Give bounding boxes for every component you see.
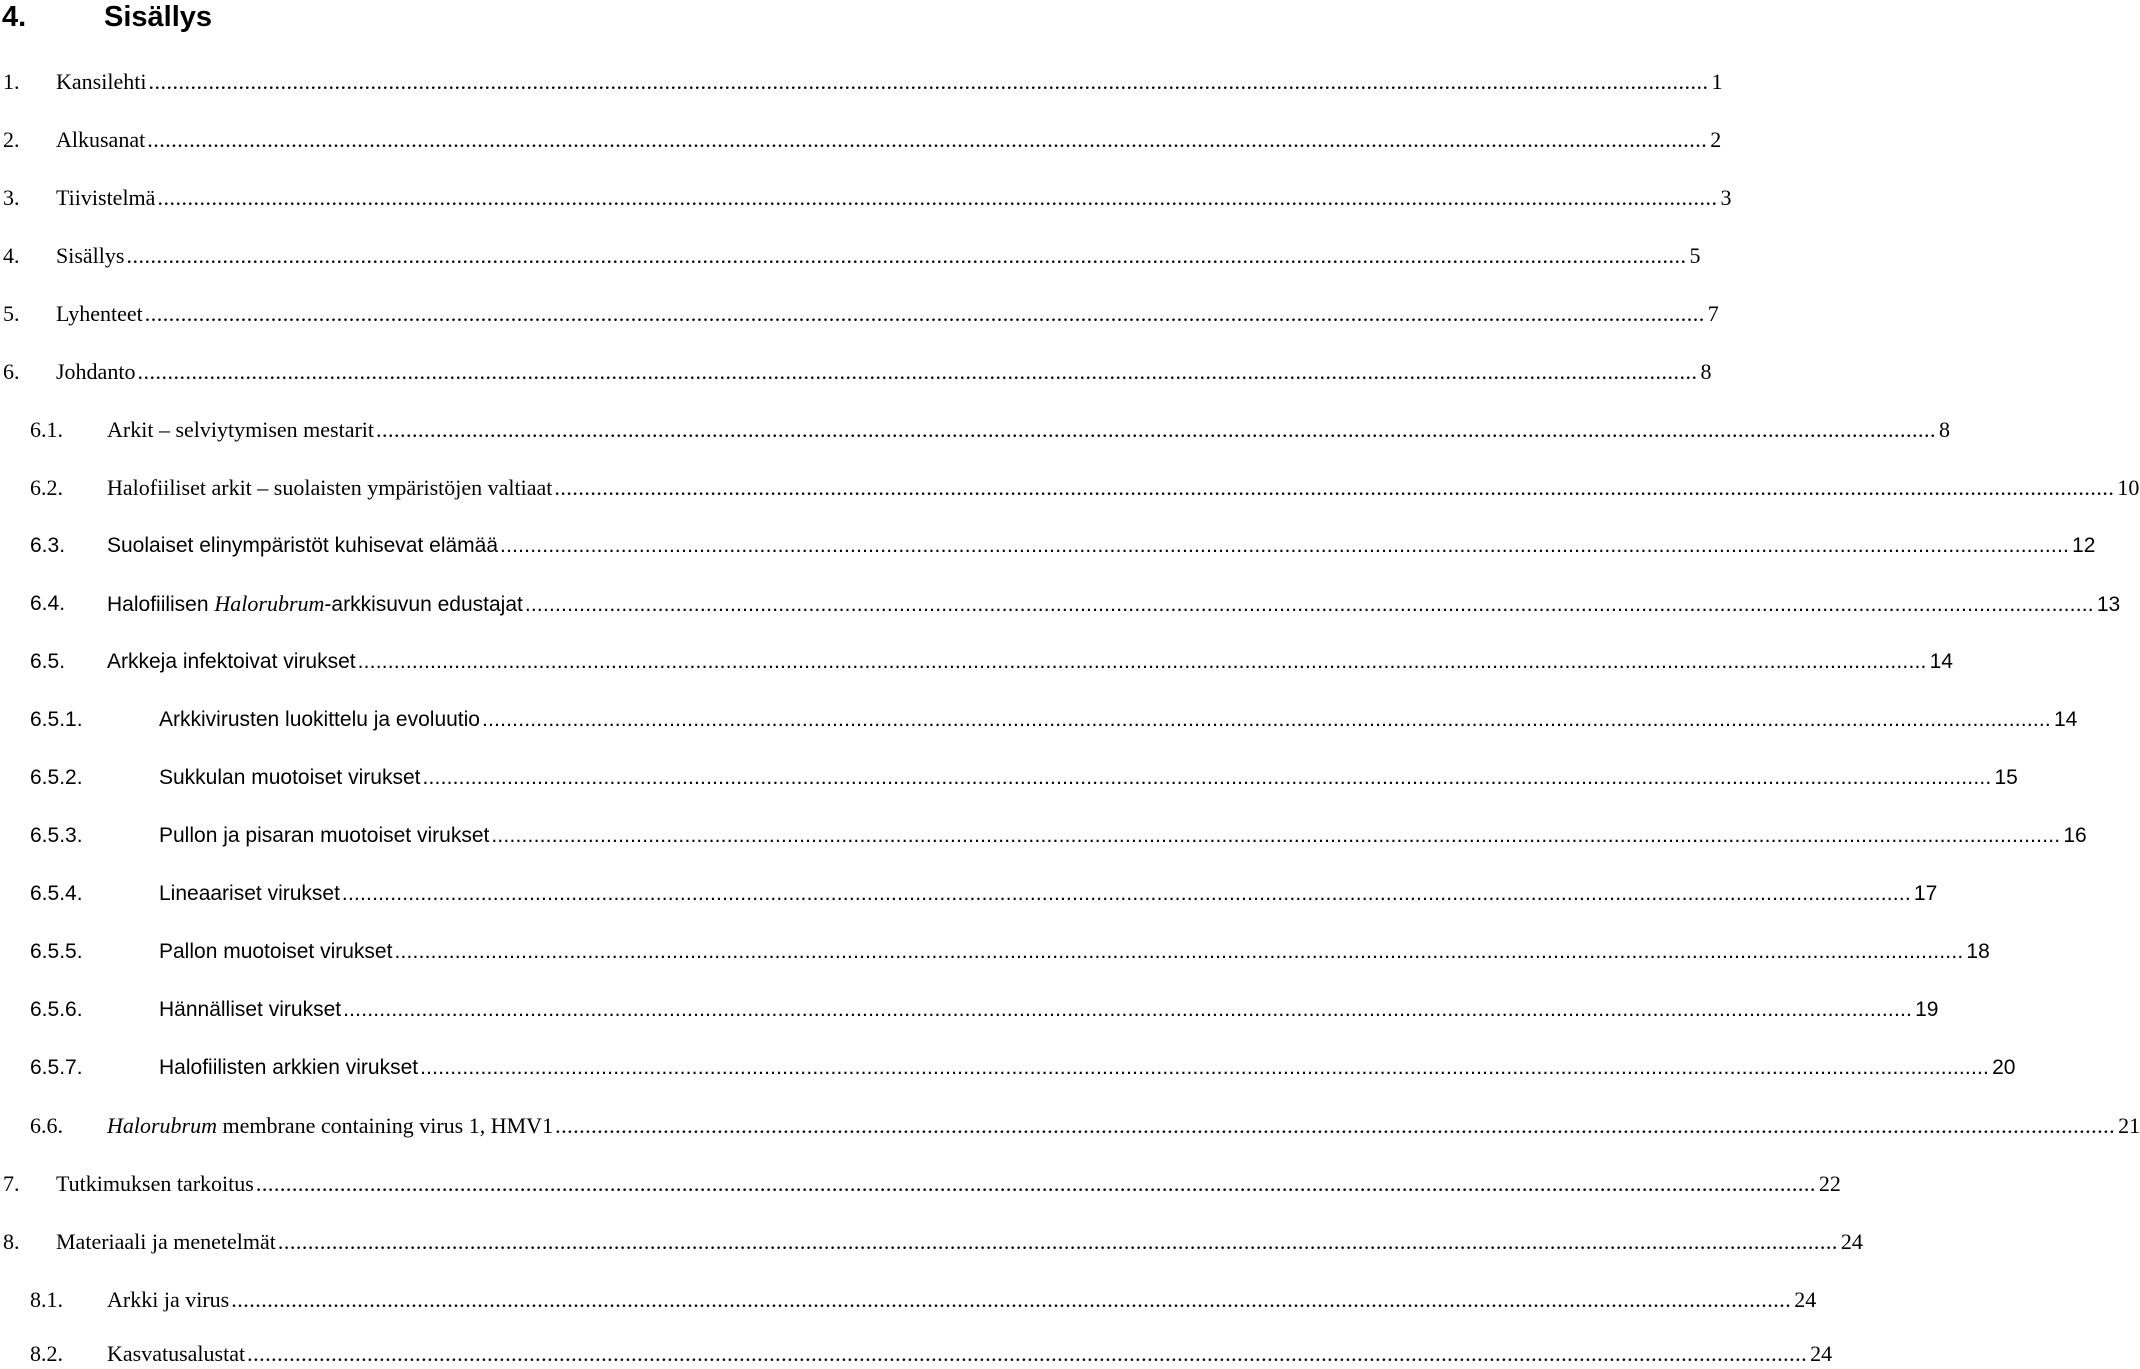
toc-entry-page: 12 [2072, 534, 2096, 557]
toc-entry-suolaiset-elinymparistot[interactable] [0, 531, 2096, 561]
italic-genus-name: Halorubrum [107, 1113, 218, 1138]
toc-entry-page: 24 [1810, 1341, 1833, 1366]
toc-entry-title: Pullon ja pisaran muotoiset virukset [159, 824, 490, 847]
toc-entry-title: Arkkivirusten luokittelu ja evoluutio [159, 708, 480, 731]
toc-entry-materiaali[interactable] [0, 1227, 1863, 1257]
toc-entry-arkkeja-infektoivat[interactable] [0, 647, 1953, 677]
toc-entry-page: 15 [1994, 766, 2018, 789]
heading-number: 4. [2, 1, 27, 33]
toc-entry-title: Arkki ja virus [107, 1287, 230, 1312]
toc-entry-page: 1 [1711, 69, 1723, 94]
toc-entry-halofiilisten-virukset[interactable] [0, 1053, 2016, 1083]
toc-entry-title: Pallon muotoiset virukset [159, 940, 393, 963]
dot-leader: .................................................................................................................................................................................................................................................................... [147, 127, 1708, 152]
heading-title: Sisällys [104, 1, 213, 33]
toc-entry-page: 5 [1689, 243, 1701, 268]
toc-entry-number: 2. [3, 127, 20, 152]
toc-entry-arkit[interactable] [0, 415, 1951, 445]
italic-genus-name: Halorubrum [214, 591, 325, 616]
toc-entry-title: Suolaiset elinympäristöt kuhisevat elämää [107, 534, 499, 557]
toc-entry-number: 6.2. [30, 475, 63, 500]
dot-leader: .................................................................................................................................................................................................................................................................... [394, 940, 1964, 963]
toc-entry-title: Sukkulan muotoiset virukset [159, 766, 421, 789]
toc-entry-title: Arkkeja infektoivat virukset [107, 650, 356, 673]
toc-entry-title: Kansilehti [56, 69, 147, 94]
toc-entry-number: 6.5.1. [30, 708, 83, 731]
toc-entry-page: 21 [2118, 1113, 2140, 1138]
dot-leader: .................................................................................................................................................................................................................................................................... [126, 243, 1687, 268]
dot-leader: .................................................................................................................................................................................................................................................................... [144, 301, 1705, 326]
toc-entry-page: 10 [2117, 475, 2140, 500]
dot-leader: .................................................................................................................................................................................................................................................................... [341, 882, 1911, 905]
dot-leader: .................................................................................................................................................................................................................................................................... [524, 593, 2094, 616]
dot-leader: .................................................................................................................................................................................................................................................................... [422, 766, 1992, 789]
toc-entry-title: Materiaali ja menetelmät [56, 1229, 276, 1254]
dot-leader: .................................................................................................................................................................................................................................................................... [554, 475, 2115, 500]
toc-entry-page: 18 [1966, 940, 1990, 963]
toc-entry-page: 8 [1700, 359, 1712, 384]
toc-entry-number: 5. [3, 301, 20, 326]
toc-entry-number: 6.5.4. [30, 882, 83, 905]
toc-entry-number: 6.6. [30, 1113, 63, 1138]
toc-entry-number: 8. [3, 1229, 20, 1254]
toc-entry-title: Sisällys [56, 243, 125, 268]
toc-entry-number: 6.4. [30, 592, 66, 615]
dot-leader: .................................................................................................................................................................................................................................................................... [255, 1171, 1816, 1196]
toc-entry-pullon[interactable] [0, 821, 2087, 851]
toc-entry-lyhenteet[interactable] [0, 299, 1719, 329]
toc-entry-number: 6.5.5. [30, 940, 83, 963]
toc-entry-number: 6.3. [30, 534, 66, 557]
toc-entry-lineaariset[interactable] [0, 879, 1938, 909]
toc-entry-number: 7. [3, 1171, 20, 1196]
toc-entry-tiivistelma[interactable] [0, 183, 1732, 213]
toc-entry-title: Lineaariset virukset [159, 882, 340, 905]
toc-entry-title [107, 589, 523, 620]
toc-entry-page: 24 [1840, 1229, 1863, 1254]
dot-leader: .................................................................................................................................................................................................................................................................... [137, 359, 1698, 384]
dot-leader: .................................................................................................................................................................................................................................................................... [148, 69, 1709, 94]
dot-leader: .................................................................................................................................................................................................................................................................... [231, 1287, 1792, 1312]
dot-leader: .................................................................................................................................................................................................................................................................... [376, 417, 1937, 442]
dot-leader: .................................................................................................................................................................................................................................................................... [500, 534, 2070, 557]
toc-entry-number: 6.1. [30, 417, 63, 442]
toc-entry-page: 14 [2053, 708, 2078, 731]
toc-entry-page: 19 [1915, 998, 1939, 1021]
toc-entry-page: 7 [1707, 301, 1719, 326]
toc-entry-kasvatusalustat[interactable] [0, 1339, 1833, 1369]
toc-entry-sukkulan[interactable] [0, 763, 2018, 793]
title-part: Halofiilisen [107, 593, 215, 616]
toc-entry-hannalliset[interactable] [0, 995, 1939, 1025]
toc-entry-number: 1. [3, 69, 20, 94]
toc-entry-page: 14 [1929, 650, 1953, 673]
toc-entry-number: 6.5.3. [30, 824, 83, 847]
toc-entry-number: 8.1. [30, 1287, 63, 1312]
title-part: membrane containing virus 1, HMV1 [217, 1113, 554, 1138]
toc-entry-halofiiliset-arkit[interactable] [0, 473, 2140, 503]
toc-entry-pallon[interactable] [0, 937, 1990, 967]
toc-entry-page: 22 [1818, 1171, 1841, 1196]
toc-entry-kansilehti[interactable] [0, 67, 1723, 97]
toc-entry-page: 17 [1913, 882, 1938, 905]
toc-entry-arkki-ja-virus[interactable] [0, 1285, 1817, 1315]
toc-entry-number: 6.5. [30, 650, 66, 673]
dot-leader: .................................................................................................................................................................................................................................................................... [555, 1113, 2116, 1138]
dot-leader: .................................................................................................................................................................................................................................................................... [277, 1229, 1838, 1254]
dot-leader: .................................................................................................................................................................................................................................................................... [420, 1056, 1990, 1079]
toc-entry-page: 24 [1794, 1287, 1817, 1312]
toc-entry-page: 8 [1939, 417, 1951, 442]
toc-entry-title: Halofiiliset arkit – suolaisten ympäristöjen valtiaat [107, 475, 553, 500]
toc-entry-alkusanat[interactable] [0, 125, 1722, 155]
toc-entry-number: 6.5.2. [30, 766, 83, 789]
dot-leader: .................................................................................................................................................................................................................................................................... [482, 708, 2051, 731]
toc-entry-title: Hännälliset virukset [159, 998, 342, 1021]
toc-entry-tutkimuksen-tarkoitus[interactable] [0, 1169, 1841, 1199]
toc-entry-title: Tiivistelmä [56, 185, 156, 210]
dot-leader: .................................................................................................................................................................................................................................................................... [491, 824, 2061, 847]
toc-entry-number: 4. [3, 243, 20, 268]
toc-entry-title: Lyhenteet [56, 301, 143, 326]
toc-entry-number: 3. [3, 185, 20, 210]
dot-leader: .................................................................................................................................................................................................................................................................... [343, 998, 1913, 1021]
toc-entry-johdanto[interactable] [0, 357, 1712, 387]
toc-entry-page: 20 [1992, 1056, 2016, 1079]
title-part: -arkkisuvun edustajat [324, 593, 523, 616]
toc-entry-luokittelu[interactable] [0, 705, 2078, 735]
toc-entry-halorubrum-suku[interactable] [0, 589, 2121, 619]
toc-entry-page: 16 [2063, 824, 2087, 847]
toc-entry-number: 8.2. [30, 1341, 63, 1366]
toc-entry-number: 6. [3, 359, 20, 384]
toc-entry-page: 3 [1720, 185, 1732, 210]
dot-leader: .................................................................................................................................................................................................................................................................... [247, 1341, 1808, 1366]
toc-entry-number: 6.5.7. [30, 1056, 83, 1079]
toc-entry-title: Arkit – selviytymisen mestarit [107, 417, 375, 442]
dot-leader: .................................................................................................................................................................................................................................................................... [357, 650, 1927, 673]
toc-entry-title: Alkusanat [56, 127, 146, 152]
toc-entry-title: Tutkimuksen tarkoitus [56, 1171, 254, 1196]
toc-entry-number: 6.5.6. [30, 998, 83, 1021]
toc-entry-title: Johdanto [56, 359, 136, 384]
dot-leader: .................................................................................................................................................................................................................................................................... [157, 185, 1718, 210]
toc-entry-title: Halofiilisten arkkien virukset [159, 1056, 419, 1079]
toc-entry-sisallys[interactable] [0, 241, 1701, 271]
toc-entry-title [107, 1111, 553, 1141]
toc-entry-page: 2 [1710, 127, 1722, 152]
toc-entry-hmv1[interactable] [0, 1111, 2140, 1141]
toc-entry-title: Kasvatusalustat [107, 1341, 246, 1366]
toc-entry-page: 13 [2096, 593, 2121, 616]
